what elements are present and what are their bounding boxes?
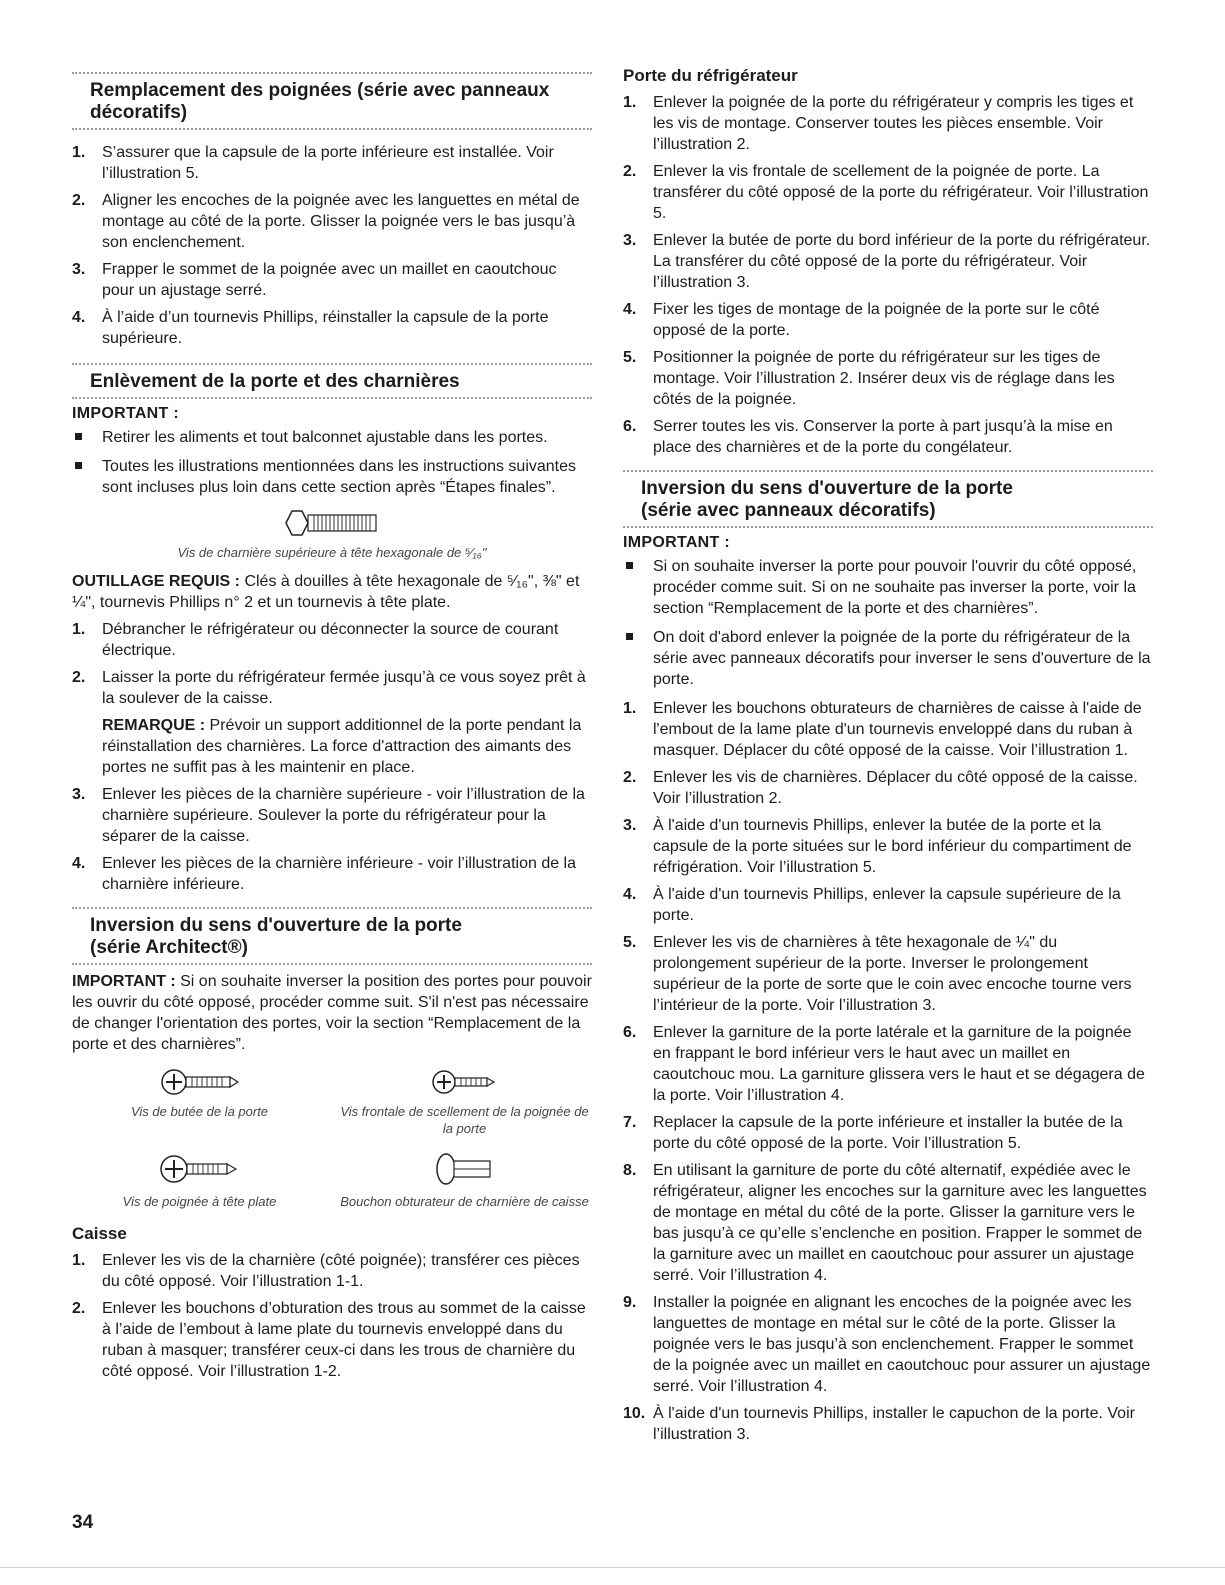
step-number: 9. <box>623 1294 637 1311</box>
step-number: 4. <box>72 855 86 872</box>
flat-head-screw-figure <box>72 1149 327 1210</box>
bullet-text: Si on souhaite inverser la porte pour pouvoir l'ouvrir du côté opposé, procéder comme suit. Si on ne souhaite pas inverser la porte, voir la section “Remplacement de la porte et des charnières”. <box>653 558 1137 617</box>
page-bottom-rule <box>0 1567 1225 1568</box>
important-paragraph <box>72 971 592 1055</box>
steps-list <box>623 92 1153 458</box>
step-text: En utilisant la garniture de porte du côté alternatif, expédiée avec le réfrigérateur, aligner les encoches sur la garniture avec les languettes de montage en métal du côté de la porte. Glisser la garniture vers le bas jusqu’à ce qu’elle s’enclenche en position. Frapper le sommet de la garniture avec un maillet en caoutchouc pour assurer un ajustage serré. Voir l’illustration 4. <box>653 1162 1147 1284</box>
step-number: 3. <box>623 232 637 249</box>
list-item <box>623 92 1153 155</box>
seal-screw-figure <box>337 1065 592 1137</box>
bullet-text: Toutes les illustrations mentionnées dans les instructions suivantes sont incluses plus loin dans cette section après “Étapes finales”. <box>102 458 577 496</box>
step-number: 1. <box>72 621 86 638</box>
steps-list <box>72 1250 592 1382</box>
title-line: (série avec panneaux décoratifs) <box>641 500 936 521</box>
tools-label: OUTILLAGE REQUIS : <box>72 573 240 590</box>
list-item <box>623 884 1153 926</box>
list-item <box>623 1112 1153 1154</box>
cabinet-subtitle: Caisse <box>72 1224 127 1243</box>
list-item <box>623 1403 1153 1445</box>
left-column <box>72 60 592 1388</box>
figure-caption: Bouchon obturateur de charnière de caisse <box>340 1194 589 1209</box>
door-stop-screw-figure <box>72 1065 327 1137</box>
section-title <box>623 472 1153 526</box>
step-number: 2. <box>72 1300 86 1317</box>
step-text: Enlever la butée de porte du bord inférieur de la porte du réfrigérateur. La transférer du côté opposé de la porte du réfrigérateur. Voir l’illustration 3. <box>653 232 1151 291</box>
tools-text: Clés à douilles à tête hexagonale de ⁵⁄₁₆", ⅜" et ¼", tournevis Phillips n° 2 et un tournevis à tête plate. <box>72 573 580 611</box>
step-number: 5. <box>623 349 637 366</box>
step-text: Enlever les pièces de la charnière supérieure - voir l’illustration de la charnière supérieure. Soulever la porte du réfrigérateur pour la séparer de la caisse. <box>102 786 585 845</box>
step-text: Serrer toutes les vis. Conserver la porte à part jusqu’à la mise en place des charnières et de la porte du congélateur. <box>653 418 1113 456</box>
step-number: 4. <box>623 886 637 903</box>
important-label: IMPORTANT : <box>72 973 176 990</box>
step-text: À l'aide d'un tournevis Phillips, enlever la capsule supérieure de la porte. <box>653 886 1121 924</box>
step-number: 2. <box>623 163 637 180</box>
list-item <box>72 190 592 253</box>
title-line: Inversion du sens d'ouverture de la porte <box>641 478 1013 499</box>
hex-head-screw-icon <box>282 506 382 540</box>
step-text: Installer la poignée en alignant les encoches de la poignée avec les languettes de montage en métal sur le côté de la porte. Glisser la poignée vers le bas jusqu’à son enclenchement. Frapper le sommet de la poignée avec un maillet en caoutchouc pour assurer un ajustage serré. Voir l’illustration 4. <box>653 1294 1151 1395</box>
list-item <box>72 1250 592 1292</box>
step-number: 1. <box>72 1252 86 1269</box>
list-item <box>623 416 1153 458</box>
step-text: Enlever les vis de charnières à tête hexagonale de ¼" du prolongement supérieur de la porte. Inverser le prolongement supérieur de la porte de sorte que le coin avec encoche tourne vers l’intérieur de la porte. Voir l’illustration 3. <box>653 934 1132 1014</box>
step-number: 2. <box>72 192 86 209</box>
list-item <box>72 259 592 301</box>
square-bullet-icon <box>75 433 82 440</box>
phillips-screw-icon <box>160 1065 240 1099</box>
step-text: À l'aide d'un tournevis Phillips, installer le capuchon de la porte. Voir l’illustration 3. <box>653 1405 1135 1443</box>
title-line: Inversion du sens d'ouverture de la porte <box>90 915 462 936</box>
step-text: Enlever les vis de la charnière (côté poignée); transférer ces pièces du côté opposé. Voir l’illustration 1-1. <box>102 1252 580 1290</box>
tools-required <box>72 571 592 613</box>
step-text: À l’aide d’un tournevis Phillips, réinstaller la capsule de la porte supérieure. <box>102 309 549 347</box>
section-rule <box>72 397 592 399</box>
list-item <box>623 347 1153 410</box>
hex-screw-figure <box>72 506 592 561</box>
phillips-screw-icon <box>430 1065 500 1099</box>
important-label: IMPORTANT : <box>72 405 179 422</box>
list-item <box>72 619 592 661</box>
screws-figure-grid <box>72 1065 592 1210</box>
figure-caption: Vis de butée de la porte <box>130 1104 269 1119</box>
step-number: 4. <box>623 301 637 318</box>
remark-text: Prévoir un support additionnel de la porte pendant la réinstallation des charnières. La force d'attraction des aimants des portes ne suffit pas à les maintenir en place. <box>102 717 582 776</box>
figure-caption: Vis frontale de scellement de la poignée de la porte <box>340 1104 589 1136</box>
step-text: Enlever les pièces de la charnière inférieure - voir l’illustration de la charnière inférieure. <box>102 855 577 893</box>
list-item <box>623 161 1153 224</box>
step-number: 3. <box>72 786 86 803</box>
step-number: 6. <box>623 418 637 435</box>
step-number: 1. <box>72 144 86 161</box>
refrigerator-door-subtitle: Porte du réfrigérateur <box>623 66 798 85</box>
step-text: Débrancher le réfrigérateur ou déconnecter la source de courant électrique. <box>102 621 559 659</box>
steps-list <box>72 142 592 349</box>
section-title <box>72 909 592 963</box>
list-item <box>623 932 1153 1016</box>
step-number: 2. <box>623 769 637 786</box>
step-text: Replacer la capsule de la porte inférieure et installer la butée de la porte du côté opposé de la porte. Voir l’illustration 5. <box>653 1114 1123 1152</box>
bullet-text: On doit d'abord enlever la poignée de la porte du réfrigérateur de la série avec panneaux décoratifs pour inverser le sens d'ouverture de la porte. <box>653 629 1151 688</box>
list-item <box>72 307 592 349</box>
flat-head-phillips-screw-icon <box>160 1149 240 1189</box>
list-item <box>72 853 592 895</box>
step-number: 2. <box>72 669 86 686</box>
important-label: IMPORTANT : <box>623 534 730 551</box>
step-text: Fixer les tiges de montage de la poignée de la porte sur le côté opposé de la porte. <box>653 301 1100 339</box>
step-text: Enlever les vis de charnières. Déplacer du côté opposé de la caisse. Voir l’illustration 2. <box>653 769 1138 807</box>
step-text: S’assurer que la capsule de la porte inférieure est installée. Voir l’illustration 5. <box>102 144 554 182</box>
list-item <box>623 627 1153 690</box>
title-line: (série Architect®) <box>90 937 248 958</box>
step-number: 3. <box>72 261 86 278</box>
hinge-plug-icon <box>430 1149 500 1189</box>
figure-caption: Vis de charnière supérieure à tête hexagonale de ⁵⁄₁₆" <box>177 545 487 560</box>
section-rule <box>623 526 1153 528</box>
step-number: 7. <box>623 1114 637 1131</box>
list-item <box>72 1298 592 1382</box>
list-item <box>623 1022 1153 1106</box>
step-text: À l'aide d'un tournevis Phillips, enlever la butée de la porte et la capsule de la porte situées sur le bord inférieur du compartiment de réfrigération. Voir l’illustration 5. <box>653 817 1132 876</box>
section-architect-reversal <box>72 907 592 965</box>
list-item <box>72 427 592 448</box>
step-text: Enlever la poignée de la porte du réfrigérateur y compris les tiges et les vis de montage. Conserver toutes les pièces ensemble. Voir l’illustration 2. <box>653 94 1134 153</box>
section-door-removal <box>72 363 592 399</box>
list-item <box>623 1292 1153 1397</box>
list-item <box>72 456 592 498</box>
square-bullet-icon <box>75 462 82 469</box>
step-text: Laisser la porte du réfrigérateur fermée jusqu’à ce vous soyez prêt à la soulever de la caisse. <box>102 669 586 707</box>
bullet-text: Retirer les aliments et tout balconnet ajustable dans les portes. <box>102 429 548 446</box>
list-item <box>72 142 592 184</box>
bullet-list <box>623 556 1153 690</box>
section-rule <box>72 128 592 130</box>
section-decorative-reversal <box>623 470 1153 528</box>
remark-label: REMARQUE : <box>102 717 206 734</box>
step-number: 5. <box>623 934 637 951</box>
list-item <box>72 667 592 778</box>
section-title: Remplacement des poignées (série avec panneaux décoratifs) <box>90 80 550 123</box>
step-number: 10. <box>623 1405 646 1422</box>
section-rule <box>72 963 592 965</box>
list-item <box>72 784 592 847</box>
steps-list <box>623 698 1153 1445</box>
list-item <box>623 299 1153 341</box>
section-title: Enlèvement de la porte et des charnières <box>90 371 460 392</box>
step-text: Aligner les encoches de la poignée avec les languettes en métal de montage au côté de la porte. Glisser la poignée vers le bas jusqu’à son enclenchement. <box>102 192 580 251</box>
page-number: 34 <box>72 1512 94 1533</box>
step-number: 3. <box>623 817 637 834</box>
step-text: Enlever la garniture de la porte latérale et la garniture de la poignée en frappant le bord inférieur vers le haut avec un maillet en caoutchouc mou. La garniture glissera vers le haut et se dégagera de la porte. Voir l’illustration 4. <box>653 1024 1145 1104</box>
list-item <box>623 556 1153 619</box>
step-number: 1. <box>623 700 637 717</box>
square-bullet-icon <box>626 562 633 569</box>
list-item <box>623 230 1153 293</box>
step-text: Positionner la poignée de porte du réfrigérateur sur les tiges de montage. Voir l’illustration 2. Insérer deux vis de réglage dans les côtés de la poignée. <box>653 349 1115 408</box>
step-text: Enlever les bouchons d’obturation des trous au sommet de la caisse à l’aide de l’embout à lame plate du tournevis enveloppé dans du ruban à masquer; transférer ceux-ci dans les trous de charnière du côté opposé. Voir l’illustration 1-2. <box>102 1300 586 1380</box>
square-bullet-icon <box>626 633 633 640</box>
step-number: 1. <box>623 94 637 111</box>
important-text: Si on souhaite inverser la position des portes pour pouvoir les ouvrir du côté opposé, procéder comme suit. S'il n'est pas nécessaire de changer l'orientation des portes, voir la section “Remplacement de la porte et des charnières”. <box>72 973 592 1053</box>
list-item <box>623 815 1153 878</box>
steps-list <box>72 619 592 895</box>
step-number: 6. <box>623 1024 637 1041</box>
step-number: 8. <box>623 1162 637 1179</box>
section-handle-replacement <box>72 72 592 130</box>
list-item <box>623 1160 1153 1286</box>
step-text: Enlever la vis frontale de scellement de la poignée de porte. La transférer du côté opposé de la porte du réfrigérateur. Voir l’illustration 5. <box>653 163 1149 222</box>
step-text: Frapper le sommet de la poignée avec un maillet en caoutchouc pour un ajustage serré. <box>102 261 557 299</box>
hinge-plug-figure <box>337 1149 592 1210</box>
list-item <box>623 698 1153 761</box>
remark-note <box>102 715 592 778</box>
right-column <box>623 60 1153 1451</box>
bullet-list <box>72 427 592 498</box>
step-text: Enlever les bouchons obturateurs de charnières de caisse à l'aide de l'embout de la lame plate d'un tournevis enveloppé dans du ruban à masquer. Déplacer du côté opposé de la caisse. Voir l’illustration 1. <box>653 700 1142 759</box>
figure-caption: Vis de poignée à tête plate <box>122 1194 277 1209</box>
list-item <box>623 767 1153 809</box>
step-number: 4. <box>72 309 86 326</box>
